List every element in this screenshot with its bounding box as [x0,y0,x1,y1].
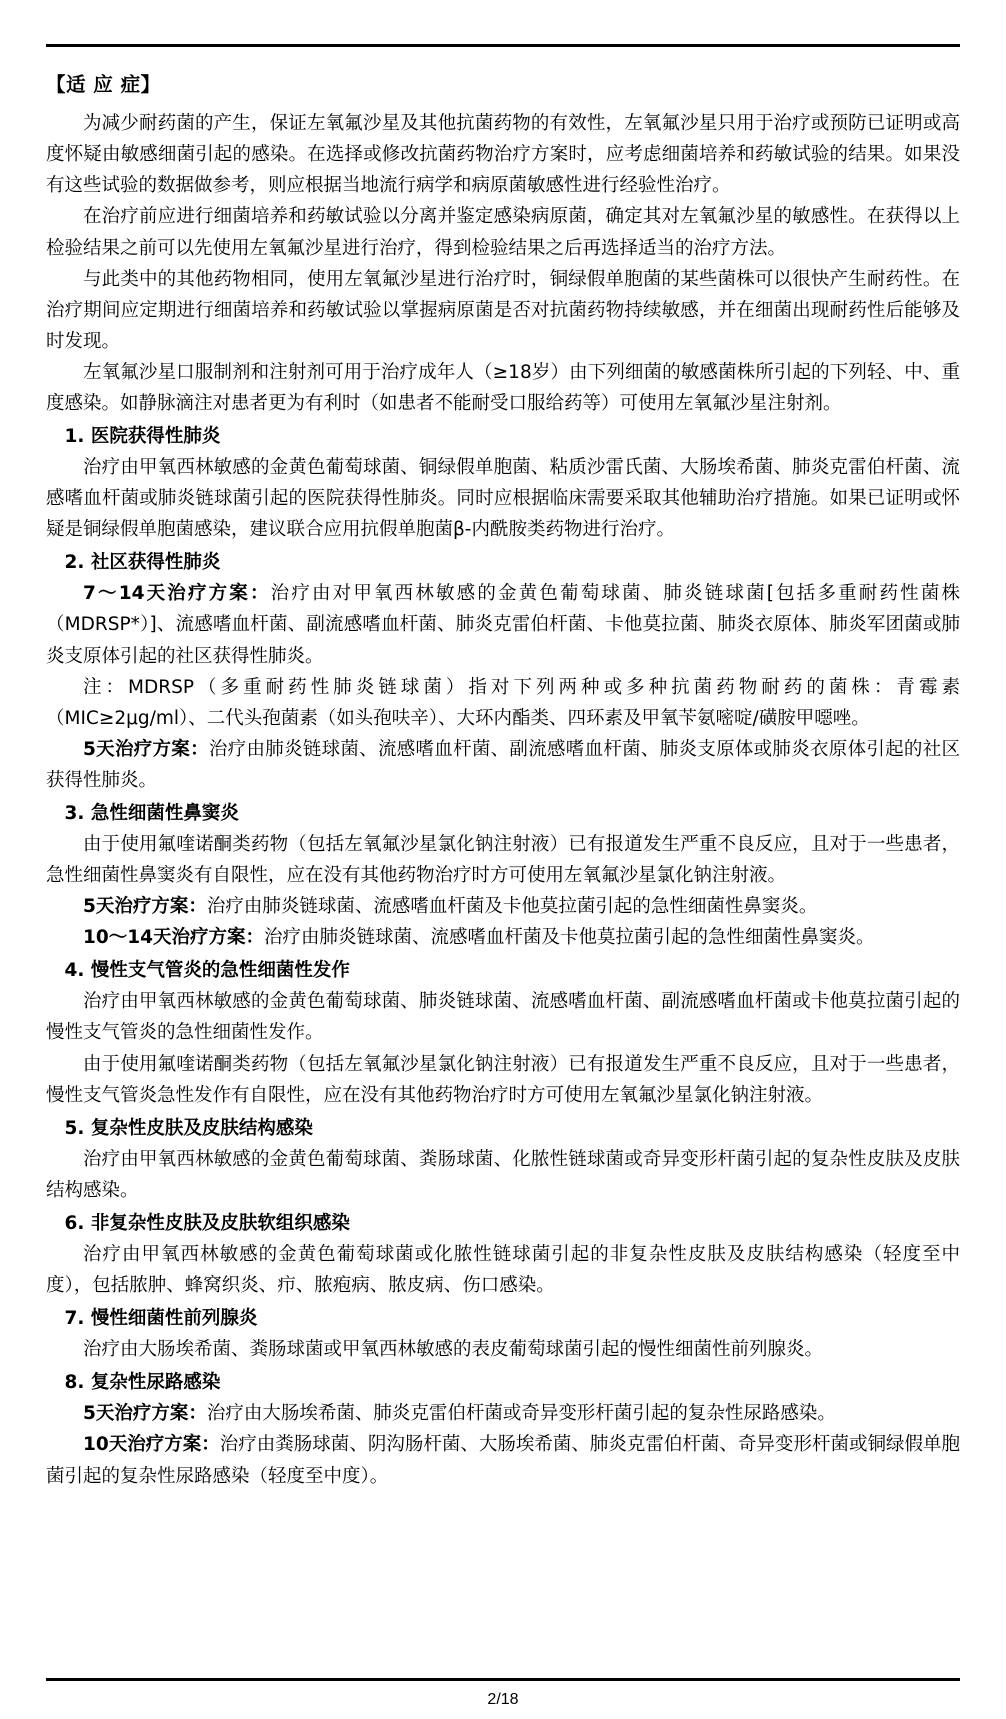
body-paragraph: 注：MDRSP（多重耐药性肺炎链球菌）指对下列两种或多种抗菌药物耐药的菌株：青霉素（MIC≥2μg/ml）、二代头孢菌素（如头孢呋辛）、大环内酯类、四环素及甲氧苄氨嘧啶/磺胺甲噁唑。 [46,676,960,729]
page-content [46,69,960,1670]
page-number: 2/18 [487,1691,519,1708]
subsection-heading: 4. 慢性支气管炎的急性细菌性发作 [64,960,350,982]
body-paragraph [46,1398,960,1429]
paragraph-lead: 10天治疗方案： [83,1434,220,1456]
body-paragraph: 治疗由甲氧西林敏感的金黄色葡萄球菌、铜绿假单胞菌、粘质沙雷氏菌、大肠埃希菌、肺炎克雷伯杆菌、流感嗜血杆菌或肺炎链球菌引起的医院获得性肺炎。同时应根据临床需要采取其他辅助治疗措施。如果已证明或怀疑是铜绿假单胞菌感染，建议联合应用抗假单胞菌β-内酰胺类药物进行治疗。 [46,457,960,541]
body-paragraph: 在治疗前应进行细菌培养和药敏试验以分离并鉴定感染病原菌，确定其对左氧氟沙星的敏感性。在获得以上检验结果之前可以先使用左氧氟沙星进行治疗，得到检验结果之后再选择适当的治疗方法。 [46,206,960,259]
body-paragraph [46,922,960,953]
body-paragraph: 由于使用氟喹诺酮类药物（包括左氧氟沙星氯化钠注射液）已有报道发生严重不良反应，且对于一些患者，慢性支气管炎急性发作有自限性，应在没有其他药物治疗时方可使用左氧氟沙星氯化钠注射液。 [46,1053,960,1106]
body-paragraph [46,734,960,796]
body-paragraph: 治疗由甲氧西林敏感的金黄色葡萄球菌、粪肠球菌、化脓性链球菌或奇异变形杆菌引起的复杂性皮肤及皮肤结构感染。 [46,1148,960,1201]
paragraph-text: 治疗由肺炎链球菌、流感嗜血杆菌及卡他莫拉菌引起的急性细菌性鼻窦炎。 [206,896,818,918]
subsection-heading: 7. 慢性细菌性前列腺炎 [64,1308,258,1330]
header-rule [46,44,960,47]
body-paragraph: 治疗由甲氧西林敏感的金黄色葡萄球菌或化脓性链球菌引起的非复杂性皮肤及皮肤结构感染（轻度至中度），包括脓肿、蜂窝织炎、疖、脓疱病、脓皮病、伤口感染。 [46,1244,960,1297]
paragraph-text: 治疗由肺炎链球菌、流感嗜血杆菌及卡他莫拉菌引起的急性细菌性鼻窦炎。 [264,927,875,949]
body-paragraph: 由于使用氟喹诺酮类药物（包括左氧氟沙星氯化钠注射液）已有报道发生严重不良反应，且对于一些患者，急性细菌性鼻窦炎有自限性，应在没有其他药物治疗时方可使用左氧氟沙星氯化钠注射液。 [46,833,960,887]
section-title: 【适 应 症】 [46,73,161,96]
subsection-heading: 3. 急性细菌性鼻窦炎 [64,802,239,824]
body-paragraph [46,891,960,922]
body-paragraph [46,578,960,671]
subsection-heading: 1. 医院获得性肺炎 [64,425,221,447]
body-paragraph: 治疗由甲氧西林敏感的金黄色葡萄球菌、肺炎链球菌、流感嗜血杆菌、副流感嗜血杆菌或卡他莫拉菌引起的慢性支气管炎的急性细菌性发作。 [46,991,960,1044]
subsection-heading: 8. 复杂性尿路感染 [64,1372,221,1394]
paragraph-lead: 7～14天治疗方案： [83,583,271,605]
footer-rule [46,1678,960,1681]
paragraph-lead: 10～14天治疗方案： [83,927,264,949]
body-paragraph: 与此类中的其他药物相同，使用左氧氟沙星进行治疗时，铜绿假单胞菌的某些菌株可以很快产生耐药性。在治疗期间应定期进行细菌培养和药敏试验以掌握病原菌是否对抗菌药物持续敏感，并在细菌出现耐药性后能够及时发现。 [46,268,960,352]
subsection-heading: 2. 社区获得性肺炎 [64,552,221,574]
paragraph-text: 治疗由肺炎链球菌、流感嗜血杆菌、副流感嗜血杆菌、肺炎支原体或肺炎衣原体引起的社区获得性肺炎。 [46,738,960,791]
body-paragraph: 为减少耐药菌的产生，保证左氧氟沙星及其他抗菌药物的有效性，左氧氟沙星只用于治疗或预防已证明或高度怀疑由敏感细菌引起的感染。在选择或修改抗菌药物治疗方案时，应考虑细菌培养和药敏试验的结果。如果没有这些试验的数据做参考，则应根据当地流行病学和病原菌敏感性进行经验性治疗。 [46,113,960,197]
subsection-heading: 6. 非复杂性皮肤及皮肤软组织感染 [64,1212,350,1234]
paragraph-text: 治疗由粪肠球菌、阴沟肠杆菌、大肠埃希菌、肺炎克雷伯杆菌、奇异变形杆菌或铜绿假单胞菌引起的复杂性尿路感染（轻度至中度）。 [46,1434,960,1487]
body-paragraph: 治疗由大肠埃希菌、粪肠球菌或甲氧西林敏感的表皮葡萄球菌引起的慢性细菌性前列腺炎。 [83,1339,824,1361]
paragraph-list [46,108,960,1491]
paragraph-text: 治疗由大肠埃希菌、肺炎克雷伯杆菌或奇异变形杆菌引起的复杂性尿路感染。 [206,1403,836,1425]
subsection-heading: 5. 复杂性皮肤及皮肤结构感染 [64,1117,313,1139]
paragraph-lead: 5天治疗方案： [83,1403,207,1425]
body-paragraph [46,1429,960,1491]
paragraph-lead: 5天治疗方案： [83,896,207,918]
body-paragraph: 左氧氟沙星口服制剂和注射剂可用于治疗成年人（≥18岁）由下列细菌的敏感菌株所引起的下列轻、中、重度感染。如静脉滴注对患者更为有利时（如患者不能耐受口服给药等）可使用左氧氟沙星注射剂。 [46,361,960,414]
paragraph-lead: 5天治疗方案： [83,738,209,760]
paragraph-text: 治疗由对甲氧西林敏感的金黄色葡萄球菌、肺炎链球菌[包括多重耐药性菌株（MDRSP*）]、流感嗜血杆菌、副流感嗜血杆菌、肺炎克雷伯杆菌、卡他莫拉菌、肺炎衣原体、肺炎军团菌或肺炎支原体引起的社区获得性肺炎。 [46,583,960,667]
